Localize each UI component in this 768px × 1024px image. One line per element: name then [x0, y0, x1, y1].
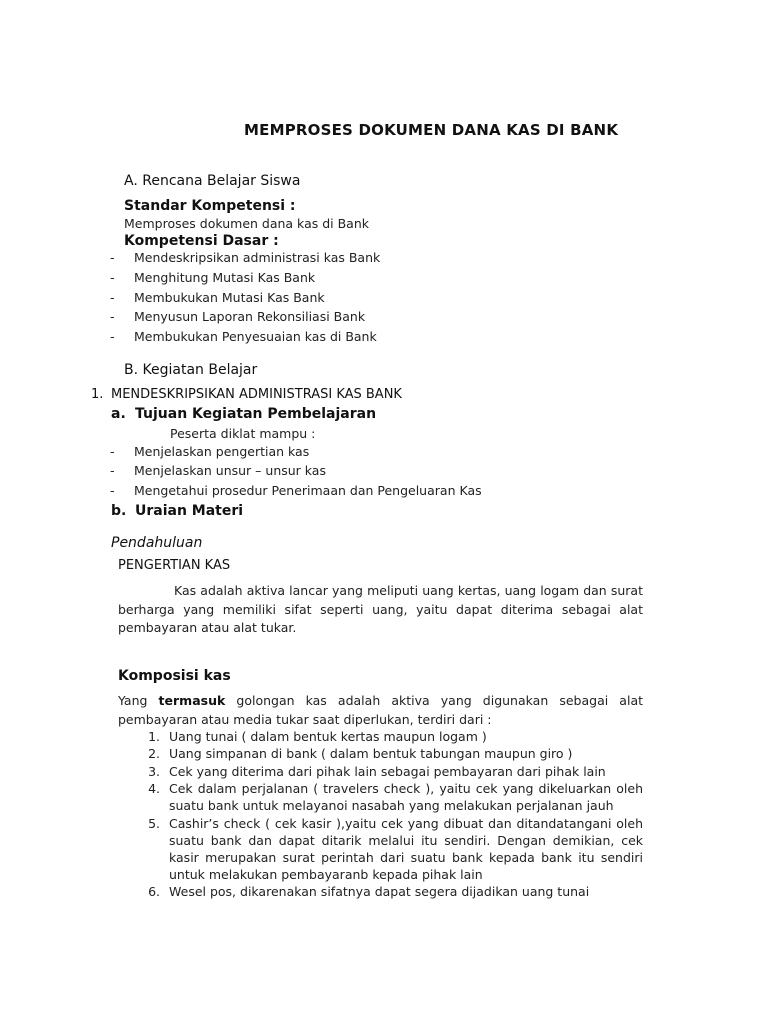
list-item: - Menjelaskan unsur – unsur kas — [110, 463, 326, 478]
item1-title: MENDESKRIPSIKAN ADMINISTRASI KAS BANK — [111, 387, 402, 402]
kompetensi-dasar-label: Kompetensi Dasar : — [124, 233, 279, 249]
list-item-text: Menghitung Mutasi Kas Bank — [134, 270, 316, 285]
komposisi-heading: Komposisi kas — [118, 668, 231, 684]
list-item: - Mengetahui prosedur Penerimaan dan Pengeluaran Kas — [110, 483, 482, 498]
komposisi-item: Wesel pos, dikarenakan sifatnya dapat segera dijadikan uang tunai — [169, 884, 590, 899]
list-item-text: Menjelaskan pengertian kas — [134, 444, 310, 459]
section-b-heading: B. Kegiatan Belajar — [124, 362, 258, 378]
pendahuluan-heading: Pendahuluan — [111, 535, 203, 551]
document-title: MEMPROSES DOKUMEN DANA KAS DI BANK — [244, 121, 619, 139]
komposisi-item: Cek dalam perjalanan ( travelers check ), yaitu cek yang dikeluarkan oleh suatu bank untuk melayanoi nasabah yang melakukan perjalanan jauh — [169, 781, 643, 813]
intro-bold-text: termasuk — [158, 693, 226, 708]
item-number: 3. — [148, 764, 160, 779]
list-item: - Membukukan Penyesuaian kas di Bank — [110, 329, 377, 344]
section-a-heading: A. Rencana Belajar Siswa — [124, 173, 301, 189]
komposisi-intro — [118, 692, 643, 729]
list-item: - Menyusun Laporan Rekonsiliasi Bank — [110, 309, 366, 324]
list-item: - Mendeskripsikan administrasi kas Bank — [110, 250, 381, 265]
peserta-text: Peserta diklat mampu : — [170, 426, 316, 441]
komposisi-item: Uang tunai ( dalam bentuk kertas maupun logam ) — [169, 729, 487, 744]
item-number: 1. — [148, 729, 160, 744]
item-number: 5. — [148, 816, 160, 831]
komposisi-item: Uang simpanan di bank ( dalam bentuk tabungan maupun giro ) — [169, 746, 573, 761]
komposisi-item: Cashir’s check ( cek kasir ),yaitu cek yang dibuat dan ditandatangani oleh suatu bank dan dapat ditarik melalui itu sendiri. Dengan demikian, cek kasir merupakan surat perintah dari suatu bank kepada bank itu sendiri untuk melakukan pembayaranb kepada pihak lain — [169, 816, 643, 882]
list-item-text: Menjelaskan unsur – unsur kas — [134, 463, 326, 478]
sub-b-label: b. — [111, 503, 127, 519]
item-number: 6. — [148, 884, 160, 899]
sub-b-title: Uraian Materi — [135, 503, 244, 519]
sub-a-label: a. — [111, 406, 126, 422]
list-item: - Membukukan Mutasi Kas Bank — [110, 290, 325, 305]
standar-kompetensi-label: Standar Kompetensi : — [124, 198, 296, 214]
item-number: 2. — [148, 746, 160, 761]
list-item-text: Mendeskripsikan administrasi kas Bank — [134, 250, 381, 265]
intro-text: Yang — [118, 693, 159, 708]
item-number: 4. — [148, 781, 160, 796]
list-item-text: Membukukan Mutasi Kas Bank — [134, 290, 325, 305]
pengertian-paragraph: Kas adalah aktiva lancar yang meliputi uang kertas, uang logam dan surat berharga yang memiliki sifat seperti uang, yaitu dapat diterima sebagai alat pembayaran atau alat tukar. — [118, 583, 643, 635]
list-item-text: Membukukan Penyesuaian kas di Bank — [134, 329, 377, 344]
komposisi-item: Cek yang diterima dari pihak lain sebagai pembayaran dari pihak lain — [169, 764, 606, 779]
list-item-text: Mengetahui prosedur Penerimaan dan Pengeluaran Kas — [134, 483, 482, 498]
item1-number: 1. — [91, 387, 104, 402]
standar-kompetensi-text: Memproses dokumen dana kas di Bank — [124, 216, 370, 231]
list-item-text: Menyusun Laporan Rekonsiliasi Bank — [134, 309, 366, 324]
intro-text: golongan kas adalah aktiva yang digunakan sebagai alat pembayaran atau media tukar saat diperlukan, terdiri dari : — [118, 693, 644, 727]
list-item: - Menjelaskan pengertian kas — [110, 444, 310, 459]
list-item: - Menghitung Mutasi Kas Bank — [110, 270, 316, 285]
sub-a-title: Tujuan Kegiatan Pembelajaran — [135, 406, 377, 422]
pengertian-kas-heading: PENGERTIAN KAS — [118, 558, 231, 573]
